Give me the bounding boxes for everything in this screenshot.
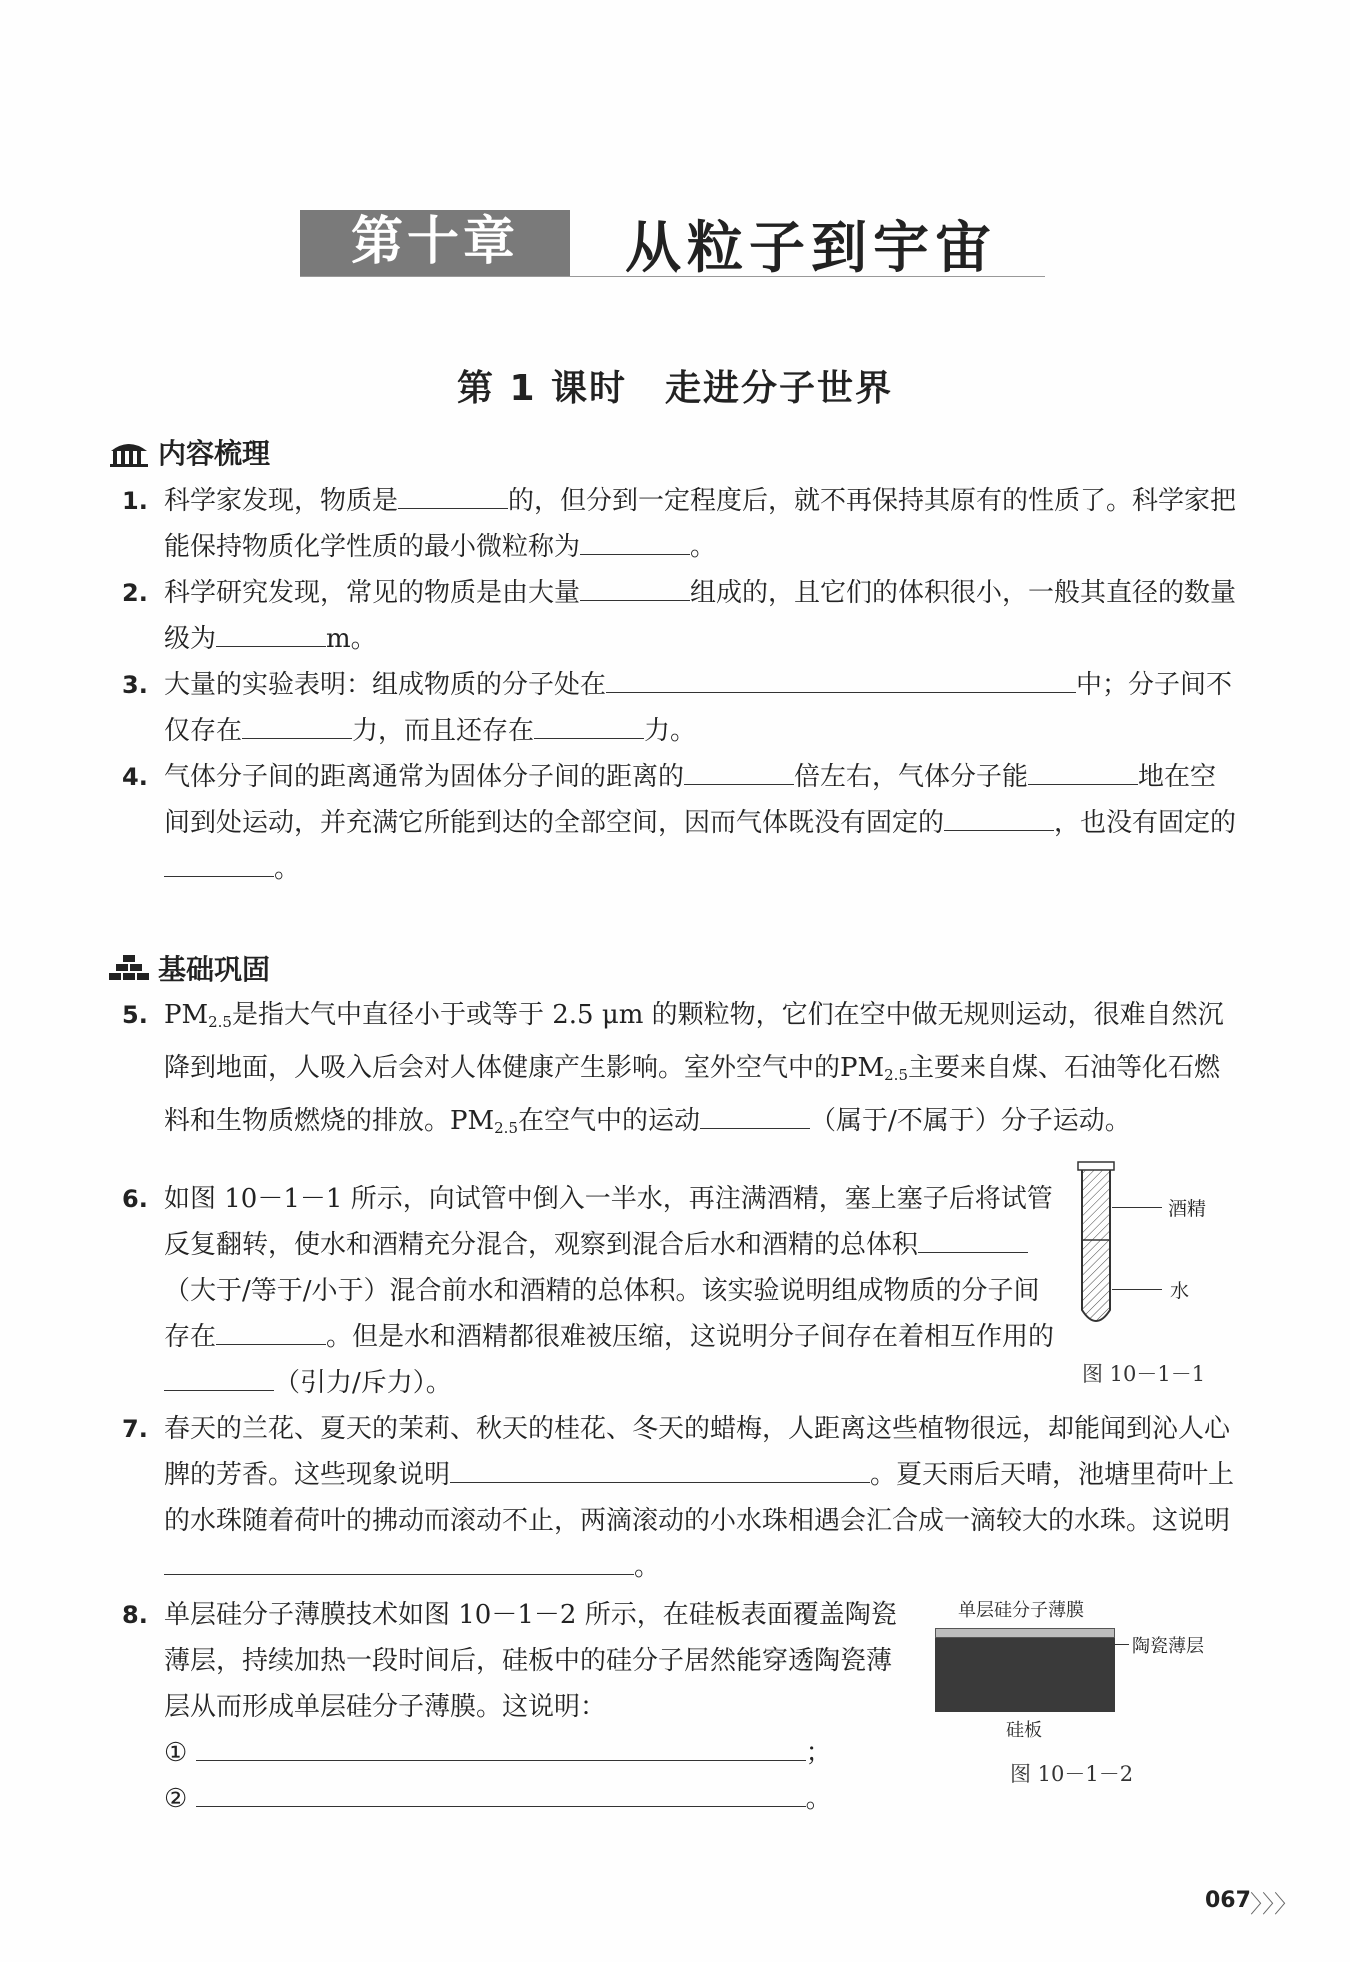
section-basic-heading: [108, 948, 270, 988]
answer-blank[interactable]: [216, 1314, 326, 1345]
question-number: 6.: [122, 1185, 148, 1213]
question-number: 8.: [122, 1601, 148, 1629]
q3-text-b: 中；分子间不仅存在: [164, 670, 1233, 746]
question-number: 1.: [122, 487, 148, 515]
columns-icon: [108, 437, 150, 467]
question-2: [122, 570, 1240, 662]
answer-blank[interactable]: [580, 524, 690, 555]
figure-caption: 图 10－1－1: [1082, 1362, 1206, 1386]
q3-text-d: 力。: [644, 716, 697, 746]
q4-text-e: 。: [274, 854, 301, 884]
section-basic-label: 基础巩固: [158, 953, 271, 986]
q4-text-d: ，也没有固定的: [1054, 808, 1237, 838]
question-8-option-2: [122, 1776, 842, 1822]
answer-blank[interactable]: [196, 1776, 806, 1807]
water-pointer: [1112, 1289, 1162, 1290]
lesson-title: 第 1 课时 走进分子世界: [456, 368, 894, 409]
q4-text-a: 气体分子间的距离通常为固体分子间的距离的: [164, 762, 685, 792]
answer-blank[interactable]: [450, 1452, 870, 1483]
pm-label: PM: [840, 1053, 885, 1083]
silicon-plate-label: 硅板: [1006, 1720, 1042, 1741]
answer-blank[interactable]: [580, 570, 690, 601]
answer-blank[interactable]: [164, 846, 274, 877]
question-number: 3.: [122, 671, 148, 699]
alcohol-label: 酒精: [1168, 1198, 1207, 1220]
q1-text-b: 的，但分到一定程度后，就不再保持其原有的性质了。科学家把能保持物质化学性质的最小微粒称为: [164, 486, 1237, 562]
chapter-divider: [300, 276, 1045, 277]
answer-blank[interactable]: [164, 1544, 634, 1575]
page-number: 067: [1205, 1888, 1251, 1913]
ceramic-layer: [935, 1628, 1115, 1638]
option-end: ；: [805, 1738, 832, 1768]
question-8: [122, 1592, 912, 1730]
question-number: 4.: [122, 763, 148, 791]
question-6: [122, 1176, 1062, 1406]
q7-text-b: 。夏天雨后天晴，池塘里荷叶上的水珠随着荷叶的拂动而滚动不止，两滴滚动的小水珠相遇会汇合成一滴较大的水珠。这说明: [164, 1460, 1235, 1536]
pm-subscript: 2.5: [494, 1119, 518, 1137]
pm-label: PM: [450, 1106, 495, 1136]
question-number: 7.: [122, 1415, 148, 1443]
question-7: [122, 1406, 1240, 1590]
answer-blank[interactable]: [684, 754, 794, 785]
q1-text-c: 。: [690, 532, 717, 562]
q5-text-b: 主要来自煤、石油等化石燃料和生物质燃烧的排放。: [164, 1053, 1221, 1136]
bricks-icon: [108, 953, 150, 983]
chapter-title: 从粒子到宇宙: [625, 215, 997, 281]
q1-text-a: 科学家发现，物质是: [164, 486, 399, 516]
option-end: 。: [805, 1784, 832, 1814]
q6-text-d: （引力/斥力）。: [274, 1368, 452, 1398]
q4-text-b: 倍左右，气体分子能: [794, 762, 1029, 792]
answer-blank[interactable]: [700, 1098, 810, 1129]
silicon-plate: [935, 1638, 1115, 1712]
answer-blank[interactable]: [242, 708, 352, 739]
ceramic-label: 陶瓷薄层: [1132, 1636, 1204, 1657]
answer-blank[interactable]: [944, 800, 1054, 831]
q7-text-a: 春天的兰花、夏天的茉莉、秋天的桂花、冬天的蜡梅，人距离这些植物很远，却能闻到沁人心脾的芳香。这些现象说明: [164, 1414, 1231, 1490]
q2-text-b: 组成的，且它们的体积很小，一般其直径的数量级为: [164, 578, 1237, 654]
question-1: [122, 478, 1240, 570]
question-3: [122, 662, 1240, 754]
section-review-label: 内容梳理: [158, 437, 271, 470]
silicon-film-label: 单层硅分子薄膜: [958, 1600, 1084, 1621]
question-5: [122, 992, 1240, 1151]
q7-text-c: 。: [634, 1552, 661, 1582]
alcohol-pointer: [1112, 1207, 1162, 1208]
q2-text-c: m。: [326, 624, 377, 654]
answer-blank[interactable]: [164, 1360, 274, 1391]
q2-text-a: 科学研究发现，常见的物质是由大量: [164, 578, 581, 608]
q3-text-c: 力，而且还存在: [352, 716, 535, 746]
q5-text-a: 是指大气中直径小于或等于 2.5 μm 的颗粒物，它们在空中做无规则运动，很难自然沉降到地面，人吸入后会对人体健康产生影响。室外空气中的: [164, 1000, 1224, 1083]
option-marker: ①: [164, 1738, 188, 1768]
pm-subscript: 2.5: [208, 1013, 232, 1031]
page-arrows: 〉〉〉: [1250, 1890, 1298, 1918]
option-marker: ②: [164, 1784, 188, 1814]
q4-text-c: 地在空间到处运动，并充满它所能到达的全部空间，因而气体既没有固定的: [164, 762, 1217, 838]
answer-blank[interactable]: [606, 662, 1076, 693]
q6-text-b: （大于/等于/小于）混合前水和酒精的总体积。该实验说明组成物质的分子间存在: [164, 1276, 1040, 1352]
ceramic-pointer: [1115, 1644, 1129, 1645]
q8-text-a: 单层硅分子薄膜技术如图 10－1－2 所示，在硅板表面覆盖陶瓷薄层，持续加热一段时间后，硅板中的硅分子居然能穿透陶瓷薄层从而形成单层硅分子薄膜。这说明：: [164, 1600, 897, 1722]
pm-label: PM: [164, 1000, 209, 1030]
question-8-option-1: [122, 1730, 842, 1776]
figure-caption: 图 10－1－2: [1010, 1762, 1134, 1786]
test-tube-figure: [1070, 1160, 1130, 1340]
q5-text-c: 在空气中的运动: [518, 1106, 701, 1136]
answer-blank[interactable]: [398, 478, 508, 509]
answer-blank[interactable]: [216, 616, 326, 647]
pm-subscript: 2.5: [884, 1066, 908, 1084]
answer-blank[interactable]: [534, 708, 644, 739]
answer-blank[interactable]: [196, 1730, 806, 1761]
q5-text-d: （属于/不属于）分子运动。: [810, 1106, 1131, 1136]
section-review-heading: [108, 432, 270, 472]
question-4: [122, 754, 1240, 892]
q3-text-a: 大量的实验表明：组成物质的分子处在: [164, 670, 607, 700]
answer-blank[interactable]: [1028, 754, 1138, 785]
q6-text-c: 。但是水和酒精都很难被压缩，这说明分子间存在着相互作用的: [326, 1322, 1055, 1352]
question-number: 5.: [122, 1001, 148, 1029]
question-number: 2.: [122, 579, 148, 607]
q6-text-a: 如图 10－1－1 所示，向试管中倒入一半水，再注满酒精，塞上塞子后将试管反复翻转，使水和酒精充分混合，观察到混合后水和酒精的总体积: [164, 1184, 1053, 1260]
chapter-label: 第十章: [350, 211, 519, 272]
answer-blank[interactable]: [918, 1222, 1028, 1253]
water-label: 水: [1170, 1280, 1190, 1302]
